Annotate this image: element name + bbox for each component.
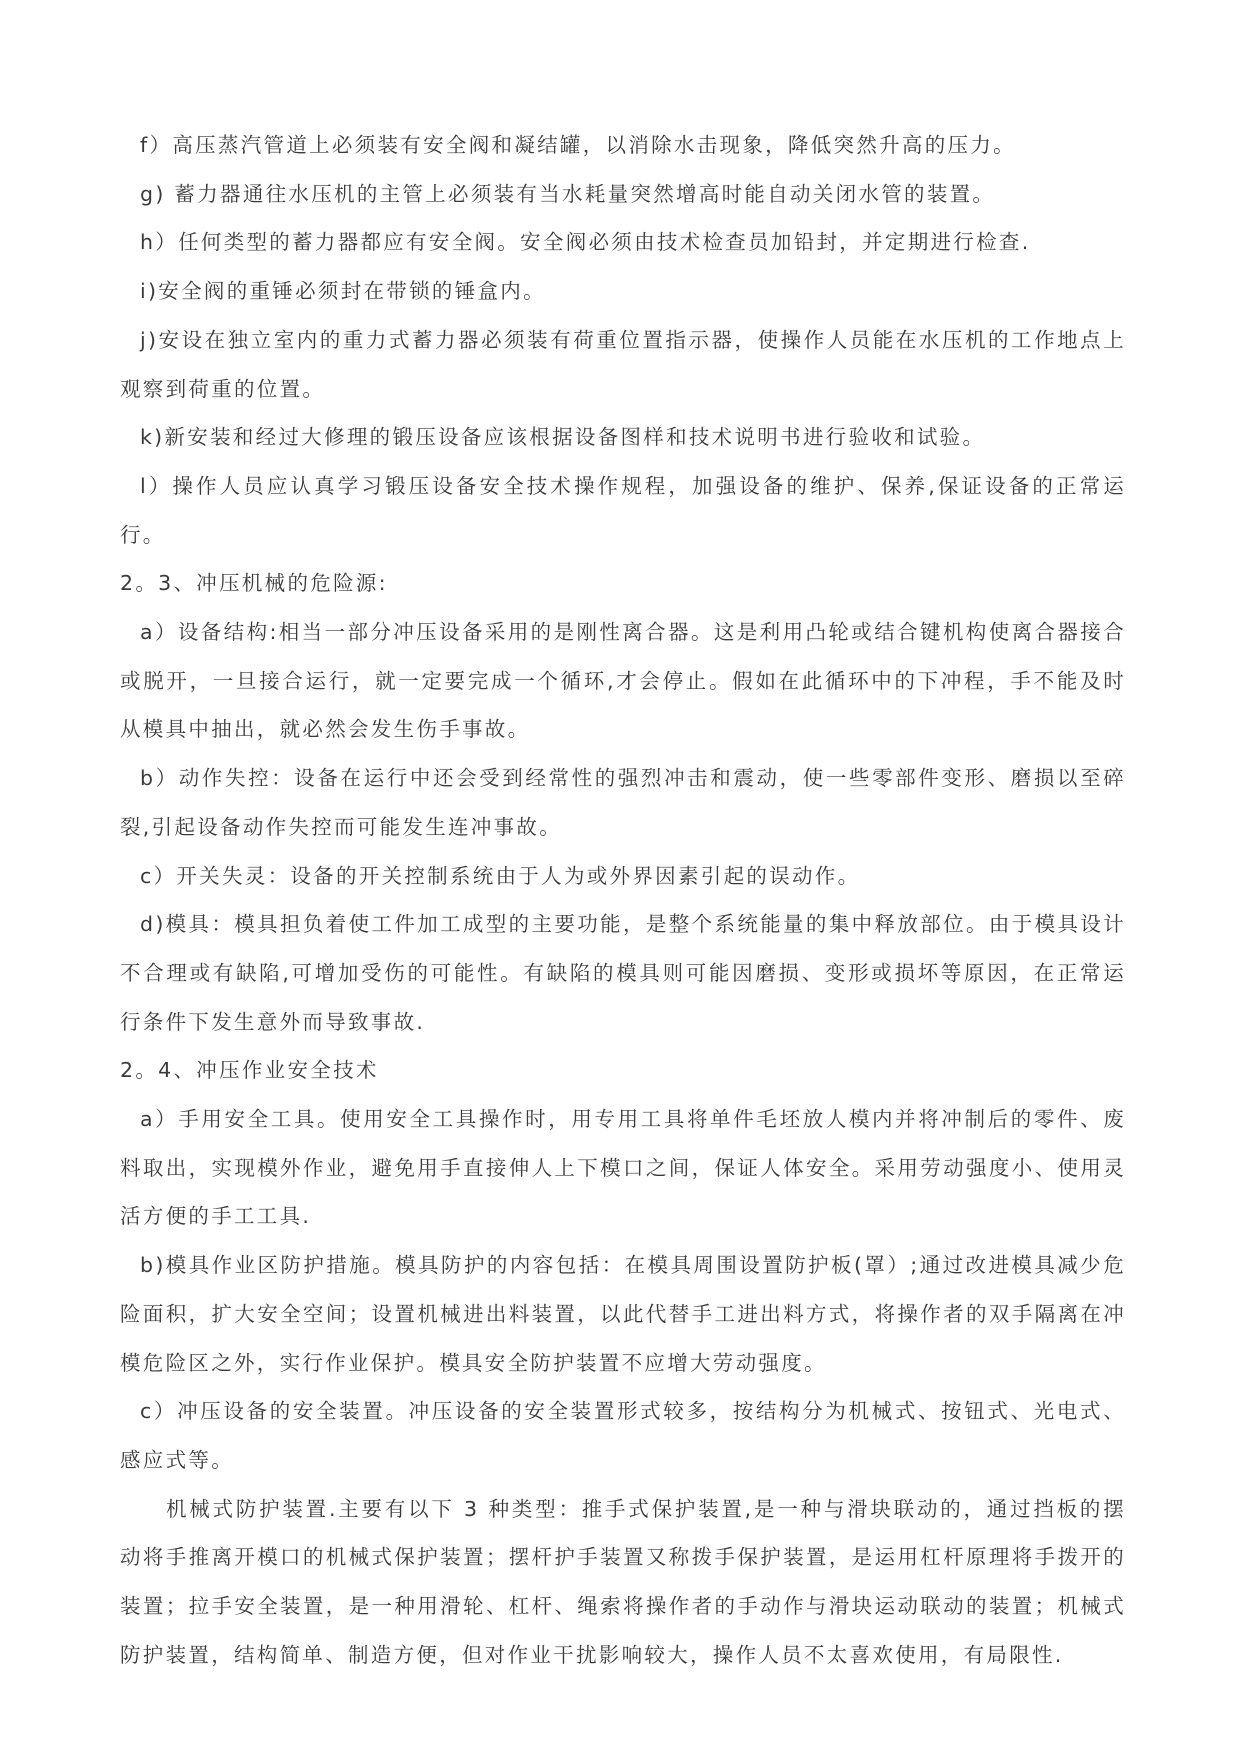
paragraph-hazard-a: a）设备结构:相当一部分冲压设备采用的是刚性离合器。这是利用凸轮或结合键机构使离合器接合或脱开，一旦接合运行，就一定要完成一个循环,才会停止。假如在此循环中的下冲程，手不能及时从模具中抽出，就必然会发生伤手事故。 xyxy=(120,620,1126,742)
paragraph-hazard-c: c）开关失灵：设备的开关控制系统由于人为或外界因素引起的误动作。 xyxy=(140,863,861,888)
paragraph-mechanical-guards: 机械式防护装置.主要有以下 3 种类型：推手式保护装置,是一种与滑块联动的，通过挡板的摆动将手推离开模口的机械式保护装置；摆杆护手装置又称拨手保护装置，是运用杠杆原理将手拨开的装置；拉手安全装置，是一种用滑轮、杠杆、绳索将操作者的手动作与滑块运动联动的装置；机械式防护装置，结构简单、制造方便，但对作业干扰影响较大，操作人员不太喜欢使用，有局限性. xyxy=(120,1496,1126,1667)
paragraph-hazard-d: d)模具：模具担负着使工件加工成型的主要功能，是整个系统能量的集中释放部位。由于模具设计不合理或有缺陷,可增加受伤的可能性。有缺陷的模具则可能因磨损、变形或损坏等原因，在正常运行条件下发生意外而导致事故. xyxy=(120,912,1126,1034)
paragraph-safety-b: b)模具作业区防护措施。模具防护的内容包括：在模具周围设置防护板(罩）;通过改进模具减少危险面积，扩大安全空间；设置机械进出料装置，以此代替手工进出料方式，将操作者的双手隔离在冲模危险区之外，实行作业保护。模具安全防护装置不应增大劳动强度。 xyxy=(120,1253,1126,1375)
paragraph-hazard-b: b）动作失控：设备在运行中还会受到经常性的强烈冲击和震动，使一些零部件变形、磨损以至碎裂,引起设备动作失控而可能发生连冲事故。 xyxy=(120,766,1126,839)
paragraph-item-g: g) 蓄力器通往水压机的主管上必须装有当水耗量突然增高时能自动关闭水管的装置。 xyxy=(140,181,996,206)
paragraph-item-i: i)安全阀的重锤必须封在带锁的锤盒内。 xyxy=(140,279,546,304)
paragraph-safety-c: c）冲压设备的安全装置。冲压设备的安全装置形式较多，按结构分为机械式、按钮式、光电式、感应式等。 xyxy=(120,1399,1126,1472)
paragraph-item-k: k)新安装和经过大修理的锻压设备应该根据设备图样和技术说明书进行验收和试验。 xyxy=(140,425,986,450)
paragraph-item-l: l）操作人员应认真学习锻压设备安全技术操作规程，加强设备的维护、保养,保证设备的正常运行。 xyxy=(120,473,1126,547)
paragraph-item-f: f）高压蒸汽管道上必须装有安全阀和凝结罐，以消除水击现象，降低突然升高的压力。 xyxy=(140,133,1016,157)
section-heading-2-3: 2。3、冲压机械的危险源: xyxy=(120,571,388,596)
document-body xyxy=(120,121,1126,1680)
paragraph-item-j: j)安设在独立室内的重力式蓄力器必须装有荷重位置指示器，使操作人员能在水压机的工作地点上观察到荷重的位置。 xyxy=(120,327,1126,401)
paragraph-item-h: h）任何类型的蓄力器都应有安全阀。安全阀必须由技术检查员加铅封，并定期进行检查. xyxy=(140,230,1031,255)
section-heading-2-4: 2。4、冲压作业安全技术 xyxy=(120,1058,379,1083)
paragraph-safety-a: a）手用安全工具。使用安全工具操作时，用专用工具将单件毛坯放人模内并将冲制后的零件、废料取出，实现模外作业，避免用手直接伸人上下模口之间，保证人体安全。采用劳动强度小、使用灵活方便的手工工具. xyxy=(120,1107,1126,1229)
